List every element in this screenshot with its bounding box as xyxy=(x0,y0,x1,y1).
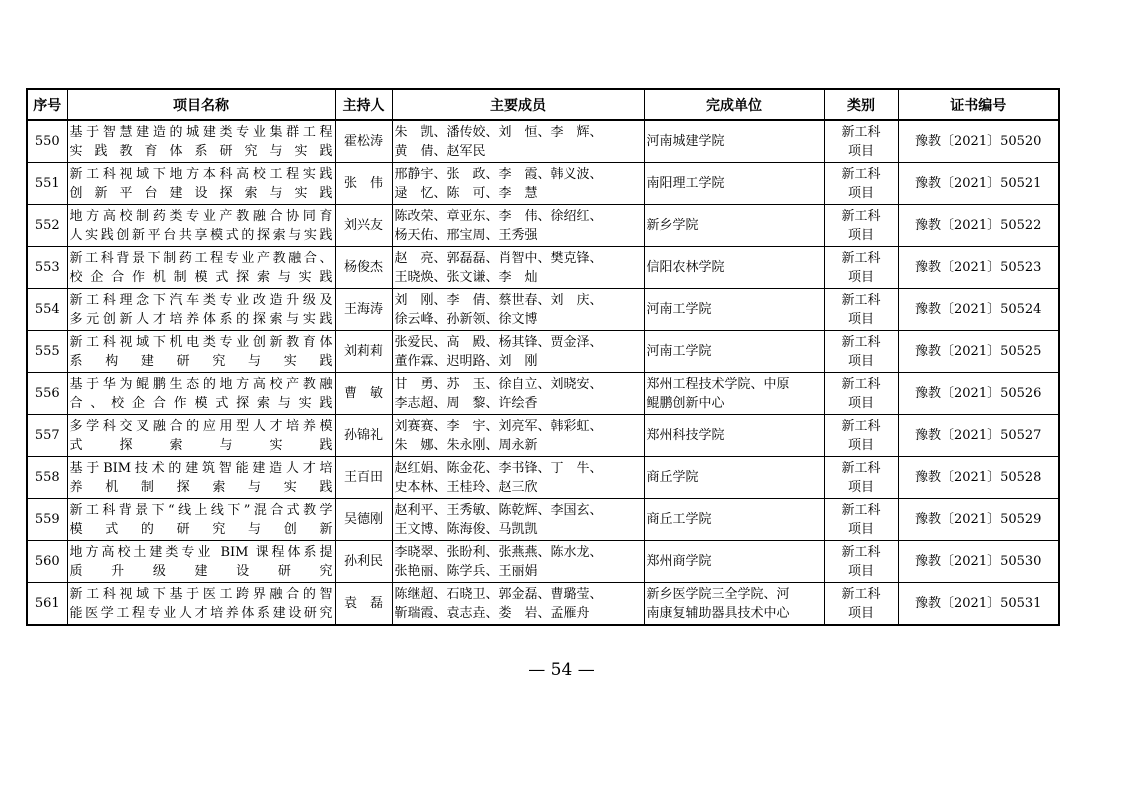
cell-project-name-text: 新工科理念下汽车类专业改造升级及 xyxy=(69,292,333,308)
table-row xyxy=(27,583,1059,626)
cell-project-name xyxy=(67,415,335,457)
cell-category xyxy=(824,373,898,415)
cell-project-name-text: 式探索与实践 xyxy=(69,437,333,453)
cell-project-name xyxy=(67,247,335,289)
cell-category xyxy=(824,499,898,541)
cell-no-text: 552 xyxy=(34,218,60,233)
header-no: 序号 xyxy=(27,89,67,120)
cell-project-name-text: 新工科背景下制药工程专业产教融合、 xyxy=(69,250,333,266)
cell-unit xyxy=(644,373,824,415)
cell-no-text: 559 xyxy=(34,512,60,527)
cell-cert-text: 豫教〔2021〕50524 xyxy=(915,302,1042,317)
cell-members-text: 王晓焕、张文谦、李 灿 xyxy=(394,269,538,285)
cell-cert xyxy=(898,120,1059,163)
cell-no xyxy=(27,331,67,373)
cell-cert-text: 豫教〔2021〕50531 xyxy=(915,596,1042,611)
cell-cert xyxy=(898,289,1059,331)
cell-host-text: 杨俊杰 xyxy=(343,260,383,275)
cell-project-name-text: 基于华为鲲鹏生态的地方高校产教融 xyxy=(69,376,333,392)
cell-host-text: 刘兴友 xyxy=(343,218,383,233)
cell-cert xyxy=(898,415,1059,457)
cell-unit-text: 商丘工学院 xyxy=(646,512,712,527)
cell-members xyxy=(392,499,644,541)
cell-cert xyxy=(898,205,1059,247)
cell-cert xyxy=(898,331,1059,373)
cell-category-text: 新工科 xyxy=(841,544,881,560)
cell-no-text: 553 xyxy=(34,260,60,275)
cell-category-text: 项目 xyxy=(847,395,874,411)
cell-category-text: 项目 xyxy=(847,353,874,369)
cell-cert-text: 豫教〔2021〕50520 xyxy=(915,134,1042,149)
cell-project-name xyxy=(67,373,335,415)
table-header-row xyxy=(27,89,1059,120)
cell-project-name-text: 多学科交叉融合的应用型人才培养模 xyxy=(69,418,333,434)
cell-cert xyxy=(898,541,1059,583)
cell-unit xyxy=(644,541,824,583)
cell-host xyxy=(335,163,392,205)
cell-project-name-text: 新工科视域下机电类专业创新教育体 xyxy=(69,334,333,350)
cell-members xyxy=(392,583,644,626)
cell-no xyxy=(27,415,67,457)
cell-category-text: 项目 xyxy=(847,605,874,621)
cell-category-text: 新工科 xyxy=(841,166,881,182)
cell-cert xyxy=(898,373,1059,415)
cell-category xyxy=(824,120,898,163)
cell-project-name-text: 新工科视域下地方本科高校工程实践 xyxy=(69,166,333,182)
cell-category xyxy=(824,457,898,499)
cell-host xyxy=(335,289,392,331)
cell-project-name xyxy=(67,583,335,626)
cell-unit-text: 南阳理工学院 xyxy=(646,176,725,191)
cell-category xyxy=(824,205,898,247)
cell-members-text: 张艳丽、陈学兵、王丽娟 xyxy=(394,563,538,579)
table-row xyxy=(27,331,1059,373)
cell-members-text: 陈继超、石晓卫、郭金磊、曹璐莹、 xyxy=(394,586,603,602)
cell-no xyxy=(27,583,67,626)
cell-category xyxy=(824,289,898,331)
cell-host-text: 孙锦礼 xyxy=(343,428,383,443)
cell-unit-text: 商丘学院 xyxy=(646,470,699,485)
cell-project-name-text: 新工科背景下“线上线下”混合式教学 xyxy=(69,502,333,518)
cell-members-text: 陈改荣、章亚东、李 伟、徐绍红、 xyxy=(394,208,603,224)
cell-unit xyxy=(644,499,824,541)
cell-category-text: 新工科 xyxy=(841,586,881,602)
award-table xyxy=(26,88,1060,626)
cell-category xyxy=(824,415,898,457)
cell-category-text: 新工科 xyxy=(841,208,881,224)
cell-unit-text: 信阳农林学院 xyxy=(646,260,725,275)
cell-host xyxy=(335,457,392,499)
cell-project-name xyxy=(67,205,335,247)
cell-host-text: 袁 磊 xyxy=(343,596,383,611)
cell-members-text: 史本林、王桂玲、赵三欣 xyxy=(394,479,538,495)
table-row xyxy=(27,247,1059,289)
cell-host xyxy=(335,247,392,289)
cell-no xyxy=(27,499,67,541)
cell-category xyxy=(824,541,898,583)
cell-category-text: 新工科 xyxy=(841,376,881,392)
header-members: 主要成员 xyxy=(392,89,644,120)
cell-category xyxy=(824,247,898,289)
cell-host-text: 曹 敏 xyxy=(343,386,383,401)
cell-cert xyxy=(898,247,1059,289)
cell-category-text: 新工科 xyxy=(841,292,881,308)
cell-project-name-text: 多元创新人才培养体系的探索与实践 xyxy=(69,311,333,327)
cell-no-text: 556 xyxy=(34,386,60,401)
header-project-name: 项目名称 xyxy=(67,89,335,120)
cell-members-text: 李晓翠、张盼利、张燕燕、陈水龙、 xyxy=(394,544,603,560)
cell-members xyxy=(392,331,644,373)
cell-no-text: 551 xyxy=(34,176,60,191)
cell-host-text: 张 伟 xyxy=(343,176,383,191)
header-cert: 证书编号 xyxy=(898,89,1059,120)
cell-unit xyxy=(644,205,824,247)
cell-project-name-text: 能医学工程专业人才培养体系建设研究 xyxy=(69,605,333,621)
cell-category xyxy=(824,163,898,205)
cell-members xyxy=(392,289,644,331)
header-unit: 完成单位 xyxy=(644,89,824,120)
cell-cert-text: 豫教〔2021〕50526 xyxy=(915,386,1042,401)
cell-unit-text: 南康复辅助器具技术中心 xyxy=(646,605,790,621)
cell-unit xyxy=(644,289,824,331)
cell-host-text: 王百田 xyxy=(343,470,383,485)
cell-no-text: 550 xyxy=(34,134,60,149)
cell-members-text: 靳瑞霞、袁志垚、娄 岩、孟雁舟 xyxy=(394,605,590,621)
cell-no xyxy=(27,120,67,163)
cell-category-text: 项目 xyxy=(847,143,874,159)
cell-project-name-text: 合、校企合作模式探索与实践 xyxy=(69,395,333,411)
cell-members-text: 杨天佑、邢宝周、王秀强 xyxy=(394,227,538,243)
header-host: 主持人 xyxy=(335,89,392,120)
cell-members-text: 黄 倩、赵军民 xyxy=(394,143,486,159)
cell-project-name-text: 模式的研究与创新 xyxy=(69,521,333,537)
cell-host xyxy=(335,415,392,457)
cell-project-name-text: 人实践创新平台共享模式的探索与实践 xyxy=(69,227,333,243)
cell-project-name xyxy=(67,163,335,205)
cell-cert-text: 豫教〔2021〕50522 xyxy=(915,218,1042,233)
cell-project-name-text: 基于智慧建造的城建类专业集群工程 xyxy=(69,124,333,140)
cell-members-text: 逯 忆、陈 可、李 慧 xyxy=(394,185,538,201)
header-category: 类别 xyxy=(824,89,898,120)
table-row xyxy=(27,163,1059,205)
cell-members-text: 徐云峰、孙新领、徐文博 xyxy=(394,311,538,327)
cell-members xyxy=(392,415,644,457)
cell-host xyxy=(335,205,392,247)
cell-members-text: 赵利平、王秀敏、陈乾辉、李国玄、 xyxy=(394,502,603,518)
cell-project-name-text: 校企合作机制模式探索与实践 xyxy=(69,269,333,285)
cell-members-text: 邢静宇、张 政、李 霞、韩义波、 xyxy=(394,166,603,182)
cell-members-text: 朱 凯、潘传姣、刘 恒、李 辉、 xyxy=(394,124,603,140)
table-row xyxy=(27,499,1059,541)
cell-cert xyxy=(898,499,1059,541)
cell-unit xyxy=(644,457,824,499)
table-row xyxy=(27,373,1059,415)
cell-members-text: 李志超、周 黎、许绘香 xyxy=(394,395,538,411)
cell-host xyxy=(335,583,392,626)
cell-host xyxy=(335,120,392,163)
cell-project-name-text: 质升级建设研究 xyxy=(69,563,333,579)
cell-unit-text: 鲲鹏创新中心 xyxy=(646,395,725,411)
cell-project-name-text: 系构建研究与实践 xyxy=(69,353,333,369)
cell-project-name-text: 地方高校制药类专业产教融合协同育 xyxy=(69,208,333,224)
cell-no xyxy=(27,247,67,289)
cell-category-text: 项目 xyxy=(847,521,874,537)
cell-unit xyxy=(644,583,824,626)
cell-cert-text: 豫教〔2021〕50528 xyxy=(915,470,1042,485)
cell-project-name xyxy=(67,289,335,331)
cell-unit-text: 新乡医学院三全学院、河 xyxy=(646,586,790,602)
cell-members xyxy=(392,541,644,583)
cell-members xyxy=(392,457,644,499)
cell-project-name-text: 养机制探索与实践 xyxy=(69,479,333,495)
cell-no xyxy=(27,373,67,415)
cell-members-text: 朱 娜、朱永刚、周永新 xyxy=(394,437,538,453)
cell-members-text: 赵 亮、郭磊磊、肖智中、樊克锋、 xyxy=(394,250,603,266)
cell-members-text: 甘 勇、苏 玉、徐自立、刘晓安、 xyxy=(394,376,603,392)
cell-unit-text: 河南工学院 xyxy=(646,302,712,317)
cell-unit xyxy=(644,247,824,289)
cell-project-name-text: 地方高校土建类专业 BIM 课程体系提 xyxy=(69,544,333,560)
cell-category-text: 项目 xyxy=(847,311,874,327)
cell-category-text: 项目 xyxy=(847,269,874,285)
cell-unit xyxy=(644,331,824,373)
cell-host-text: 孙利民 xyxy=(343,554,383,569)
cell-no xyxy=(27,457,67,499)
cell-project-name xyxy=(67,331,335,373)
cell-category-text: 项目 xyxy=(847,479,874,495)
cell-unit xyxy=(644,120,824,163)
cell-no-text: 554 xyxy=(34,302,60,317)
cell-no xyxy=(27,163,67,205)
cell-no xyxy=(27,289,67,331)
cell-members-text: 刘赛赛、李 宇、刘亮军、韩彩虹、 xyxy=(394,418,603,434)
cell-unit-text: 郑州工程技术学院、中原 xyxy=(646,376,790,392)
cell-cert-text: 豫教〔2021〕50521 xyxy=(915,176,1042,191)
cell-members xyxy=(392,247,644,289)
cell-members-text: 赵红娟、陈金花、李书锋、丁 牛、 xyxy=(394,460,603,476)
cell-project-name xyxy=(67,541,335,583)
cell-members-text: 刘 刚、李 倩、蔡世春、刘 庆、 xyxy=(394,292,603,308)
cell-unit-text: 郑州商学院 xyxy=(646,554,712,569)
cell-cert-text: 豫教〔2021〕50529 xyxy=(915,512,1042,527)
cell-members xyxy=(392,120,644,163)
cell-host-text: 吴德刚 xyxy=(343,512,383,527)
cell-no xyxy=(27,541,67,583)
table-row xyxy=(27,457,1059,499)
cell-category-text: 项目 xyxy=(847,185,874,201)
table-row xyxy=(27,415,1059,457)
cell-category-text: 新工科 xyxy=(841,502,881,518)
table-row xyxy=(27,541,1059,583)
cell-members-text: 张爱民、高 殿、杨其锋、贾金泽、 xyxy=(394,334,603,350)
cell-project-name-text: 实践教育体系研究与实践 xyxy=(69,143,333,159)
cell-category-text: 项目 xyxy=(847,563,874,579)
cell-cert xyxy=(898,583,1059,626)
cell-unit xyxy=(644,415,824,457)
cell-unit xyxy=(644,163,824,205)
cell-host xyxy=(335,541,392,583)
cell-cert xyxy=(898,163,1059,205)
cell-project-name-text: 创新平台建设探索与实践 xyxy=(69,185,333,201)
cell-no-text: 560 xyxy=(34,554,60,569)
page-number: — 54 — xyxy=(528,660,595,680)
cell-category-text: 新工科 xyxy=(841,124,881,140)
cell-members xyxy=(392,205,644,247)
cell-cert-text: 豫教〔2021〕50525 xyxy=(915,344,1042,359)
cell-category-text: 新工科 xyxy=(841,334,881,350)
cell-unit-text: 新乡学院 xyxy=(646,218,699,233)
cell-project-name xyxy=(67,499,335,541)
cell-no-text: 557 xyxy=(34,428,60,443)
cell-category-text: 新工科 xyxy=(841,250,881,266)
cell-category-text: 项目 xyxy=(847,437,874,453)
cell-project-name xyxy=(67,120,335,163)
cell-host xyxy=(335,499,392,541)
cell-category-text: 新工科 xyxy=(841,460,881,476)
cell-members-text: 董作霖、迟明路、刘 刚 xyxy=(394,353,538,369)
cell-host-text: 刘莉莉 xyxy=(343,344,383,359)
cell-no-text: 561 xyxy=(34,596,60,611)
cell-unit-text: 河南城建学院 xyxy=(646,134,725,149)
cell-category-text: 项目 xyxy=(847,227,874,243)
cell-host-text: 王海涛 xyxy=(343,302,383,317)
cell-cert xyxy=(898,457,1059,499)
cell-category xyxy=(824,583,898,626)
cell-no-text: 558 xyxy=(34,470,60,485)
cell-no-text: 555 xyxy=(34,344,60,359)
cell-unit-text: 河南工学院 xyxy=(646,344,712,359)
cell-cert-text: 豫教〔2021〕50530 xyxy=(915,554,1042,569)
cell-members xyxy=(392,373,644,415)
cell-cert-text: 豫教〔2021〕50523 xyxy=(915,260,1042,275)
cell-unit-text: 郑州科技学院 xyxy=(646,428,725,443)
cell-project-name xyxy=(67,457,335,499)
table-row xyxy=(27,120,1059,163)
cell-no xyxy=(27,205,67,247)
cell-cert-text: 豫教〔2021〕50527 xyxy=(915,428,1042,443)
cell-category-text: 新工科 xyxy=(841,418,881,434)
cell-project-name-text: 新工科视域下基于医工跨界融合的智 xyxy=(69,586,333,602)
cell-host xyxy=(335,373,392,415)
cell-project-name-text: 基于BIM技术的建筑智能建造人才培 xyxy=(69,460,333,476)
cell-host xyxy=(335,331,392,373)
cell-members-text: 王文博、陈海俊、马凯凯 xyxy=(394,521,538,537)
cell-host-text: 霍松涛 xyxy=(343,134,383,149)
table-row xyxy=(27,205,1059,247)
cell-members xyxy=(392,163,644,205)
table-row xyxy=(27,289,1059,331)
cell-category xyxy=(824,331,898,373)
